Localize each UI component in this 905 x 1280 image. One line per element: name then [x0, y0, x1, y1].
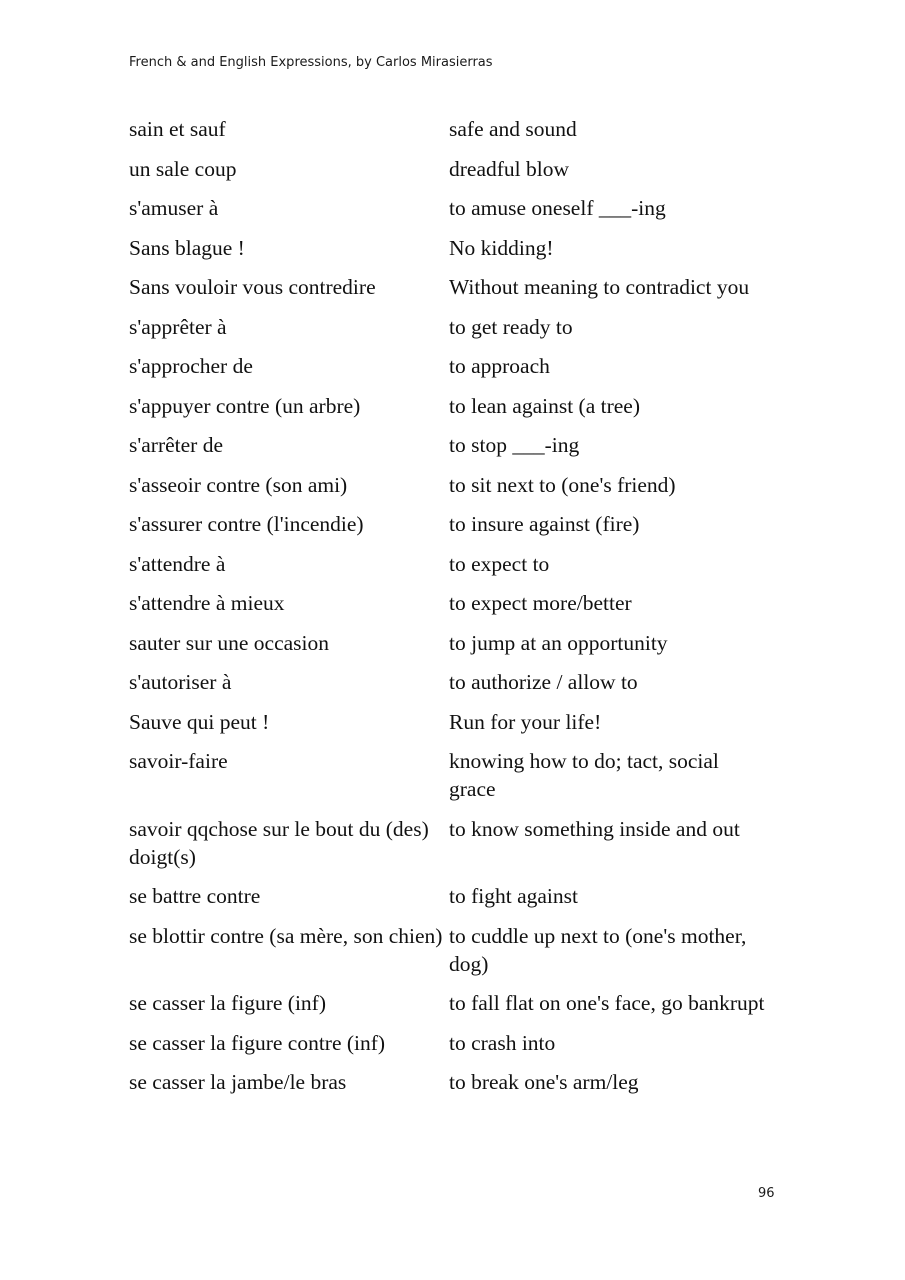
english-translation: to fall flat on one's face, go bankrupt: [449, 991, 765, 1015]
french-expression: se blottir contre (sa mère, son chien): [129, 923, 443, 948]
english-translation: to crash into: [449, 1030, 556, 1055]
french-expression: s'attendre à mieux: [129, 591, 285, 615]
english-translation: to fight against: [449, 884, 578, 908]
expression-row: [129, 1029, 769, 1069]
expression-row: [129, 471, 769, 511]
expression-row: [129, 882, 769, 922]
english-translation: to amuse oneself ___-ing: [449, 196, 666, 220]
expression-row: [129, 431, 769, 471]
english-translation: Without meaning to contradict you: [449, 275, 750, 299]
english-translation: to insure against (fire): [449, 512, 640, 536]
running-header: French & and English Expressions, by Carlos Mirasierras: [129, 55, 493, 70]
french-expression: se battre contre: [129, 884, 261, 908]
french-expression: Sauve qui peut !: [129, 709, 270, 734]
english-translation: to get ready to: [449, 314, 573, 339]
expression-row: [129, 708, 769, 748]
english-translation: to stop ___-ing: [449, 433, 580, 457]
french-expression: Sans vouloir vous contredire: [129, 275, 376, 299]
english-translation: to expect to: [449, 551, 550, 576]
english-translation: to know something inside and out: [449, 816, 740, 841]
english-translation: dreadful blow: [449, 156, 570, 181]
expression-row: [129, 234, 769, 274]
expression-row: [129, 989, 769, 1029]
english-translation: to sit next to (one's friend): [449, 472, 676, 497]
expression-row: [129, 589, 769, 629]
english-translation: Run for your life!: [449, 709, 602, 734]
french-expression: savoir-faire: [129, 749, 228, 773]
page-number: 96: [758, 1186, 775, 1201]
expression-row: [129, 629, 769, 669]
french-expression: sain et sauf: [129, 117, 226, 141]
english-translation: to expect more/better: [449, 591, 632, 615]
expression-row: [129, 550, 769, 590]
expression-row: [129, 510, 769, 550]
expressions-table: [129, 115, 769, 1108]
french-expression: se casser la figure (inf): [129, 991, 326, 1015]
french-expression: s'attendre à: [129, 551, 226, 576]
english-translation: to cuddle up next to (one's mother, dog): [449, 923, 747, 976]
french-expression: savoir qqchose sur le bout du (des) doigt(s): [129, 816, 429, 869]
expression-row: [129, 352, 769, 392]
english-translation: knowing how to do; tact, social grace: [449, 749, 719, 801]
french-expression: s'asseoir contre (son ami): [129, 472, 348, 497]
english-translation: No kidding!: [449, 235, 554, 260]
expression-row: [129, 273, 769, 313]
french-expression: se casser la figure contre (inf): [129, 1030, 386, 1055]
english-translation: to jump at an opportunity: [449, 630, 668, 655]
expression-row: [129, 815, 769, 883]
french-expression: se casser la jambe/le bras: [129, 1070, 347, 1094]
expression-row: [129, 922, 769, 990]
english-translation: to lean against (a tree): [449, 393, 641, 418]
french-expression: sauter sur une occasion: [129, 630, 329, 655]
french-expression: Sans blague !: [129, 235, 245, 260]
french-expression: s'arrêter de: [129, 433, 223, 457]
french-expression: un sale coup: [129, 156, 237, 181]
english-translation: to authorize / allow to: [449, 670, 638, 694]
english-translation: safe and sound: [449, 117, 577, 141]
french-expression: s'autoriser à: [129, 670, 232, 694]
french-expression: s'appuyer contre (un arbre): [129, 393, 361, 418]
expression-row: [129, 313, 769, 353]
expression-row: [129, 194, 769, 234]
english-translation: to break one's arm/leg: [449, 1070, 639, 1094]
expression-row: [129, 115, 769, 155]
french-expression: s'approcher de: [129, 354, 253, 378]
expression-row: [129, 668, 769, 708]
english-translation: to approach: [449, 354, 550, 378]
expression-row: [129, 155, 769, 195]
expression-row: [129, 1068, 769, 1108]
expression-row: [129, 747, 769, 815]
french-expression: s'assurer contre (l'incendie): [129, 512, 364, 536]
french-expression: s'amuser à: [129, 196, 219, 220]
french-expression: s'apprêter à: [129, 314, 227, 339]
expression-row: [129, 392, 769, 432]
